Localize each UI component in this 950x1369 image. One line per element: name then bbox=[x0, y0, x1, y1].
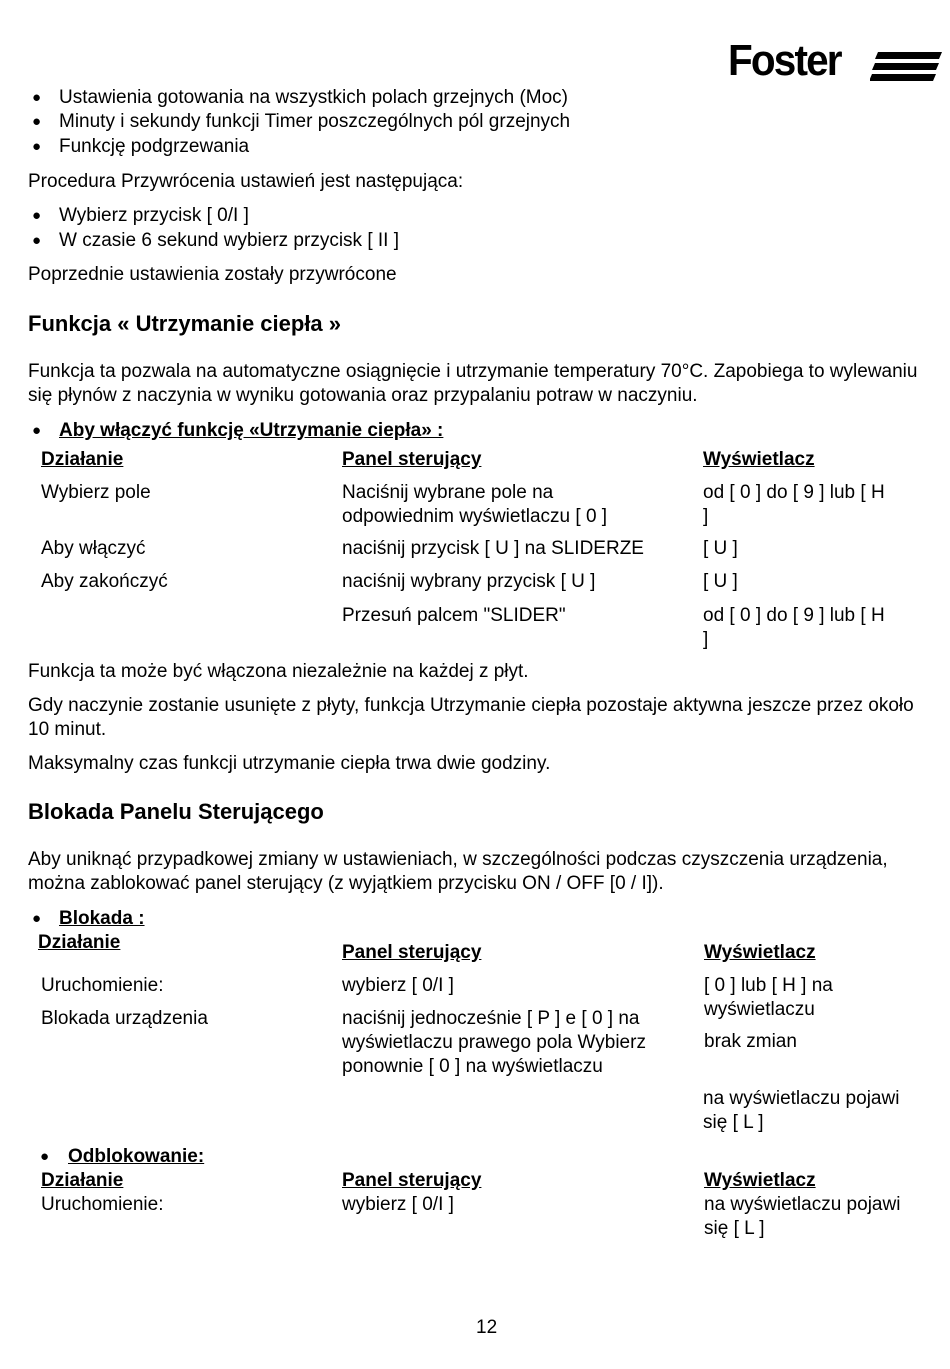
table-cell-display: od [ 0 ] do [ 9 ] lub [ H ] bbox=[703, 605, 885, 650]
table-cell-action: Aby zakończyć bbox=[41, 571, 168, 592]
list-item: Minuty i sekundy funkcji Timer poszczególnych pól grzejnych bbox=[59, 111, 571, 132]
table-header-action: Działanie bbox=[38, 932, 121, 953]
table-cell-action: Uruchomienie: bbox=[41, 975, 164, 996]
section-title-keep-warm: Funkcja « Utrzymanie ciepła » bbox=[28, 311, 342, 336]
bullet-icon: ● bbox=[32, 910, 42, 927]
lock-heading: Blokada : bbox=[59, 908, 145, 929]
bullet-icon: ● bbox=[32, 89, 42, 106]
table-cell-panel: Przesuń palcem "SLIDER" bbox=[342, 605, 566, 626]
brand-name: Foster bbox=[728, 36, 841, 85]
note: Funkcja ta może być włączona niezależnie na każdej z płyt. bbox=[28, 661, 529, 682]
table-header-panel: Panel sterujący bbox=[342, 449, 482, 470]
bullet-icon: ● bbox=[40, 1148, 50, 1165]
table-cell-action: Aby włączyć bbox=[41, 538, 146, 559]
table-cell-action: Wybierz pole bbox=[41, 482, 151, 503]
procedure-intro: Procedura Przywrócenia ustawień jest następująca: bbox=[28, 171, 464, 192]
unlock-heading: Odblokowanie: bbox=[68, 1146, 205, 1167]
table-cell-action: Uruchomienie: bbox=[41, 1194, 164, 1215]
table-cell-display: od [ 0 ] do [ 9 ] lub [ H ] bbox=[703, 482, 885, 527]
section-title-lock: Blokada Panelu Sterującego bbox=[28, 799, 324, 824]
procedure-result: Poprzednie ustawienia zostały przywrócone bbox=[28, 264, 397, 285]
table-cell-panel: wybierz [ 0/I ] bbox=[342, 975, 454, 996]
list-item: Funkcję podgrzewania bbox=[59, 136, 250, 157]
table-cell-display: [ U ] bbox=[703, 571, 738, 592]
list-item: Ustawienia gotowania na wszystkich polach grzejnych (Moc) bbox=[59, 87, 569, 108]
table-cell-panel: wybierz [ 0/I ] bbox=[342, 1194, 454, 1215]
lock-description: Aby uniknąć przypadkowej zmiany w ustawieniach, w szczególności podczas czyszczenia urządzenia, można zablokować panel sterujący (z wyjątkiem przycisku ON / OFF [0 / I]). bbox=[28, 849, 888, 894]
brand-logo bbox=[728, 36, 943, 86]
list-item: Wybierz przycisk [ 0/I ] bbox=[59, 205, 249, 226]
table-header-display: Wyświetlacz bbox=[703, 449, 815, 470]
table-header-display: Wyświetlacz bbox=[704, 942, 816, 963]
table-cell-panel: naciśnij wybrany przycisk [ U ] bbox=[342, 571, 596, 592]
note: Gdy naczynie zostanie usunięte z płyty, funkcja Utrzymanie ciepła pozostaje aktywna jeszcze przez około 10 minut. bbox=[28, 695, 914, 740]
table-header-display: Wyświetlacz bbox=[704, 1170, 816, 1191]
table-cell-display: [ U ] bbox=[703, 538, 738, 559]
table-header-action: Działanie bbox=[41, 449, 124, 470]
brand-stripes-icon bbox=[870, 52, 942, 82]
bullet-icon: ● bbox=[32, 232, 42, 249]
page-number: 12 bbox=[476, 1317, 498, 1338]
keep-warm-description: Funkcja ta pozwala na automatyczne osiągnięcie i utrzymanie temperatury 70°C. Zapobiega to wylewaniu się płynów z naczynia w wyniku gotowania oraz przypalaniu potraw w naczyniu. bbox=[28, 361, 918, 406]
table-cell-panel: naciśnij jednocześnie [ P ] e [ 0 ] na wyświetlaczu prawego pola Wybierz ponownie [ 0 ] na wyświetlaczu bbox=[342, 1008, 646, 1077]
enable-heading: Aby włączyć funkcję «Utrzymanie ciepła» : bbox=[59, 420, 444, 441]
table-header-panel: Panel sterujący bbox=[342, 1170, 482, 1191]
list-item: W czasie 6 sekund wybierz przycisk [ II ] bbox=[59, 230, 399, 251]
table-cell-display: [ 0 ] lub [ H ] na wyświetlaczu bbox=[704, 975, 833, 1020]
table-cell-panel: Naciśnij wybrane pole na odpowiednim wyświetlaczu [ 0 ] bbox=[342, 482, 608, 527]
table-header-panel: Panel sterujący bbox=[342, 942, 482, 963]
table-cell-display: na wyświetlaczu pojawi się [ L ] bbox=[703, 1088, 900, 1133]
note: Maksymalny czas funkcji utrzymanie ciepła trwa dwie godziny. bbox=[28, 753, 551, 774]
bullet-icon: ● bbox=[32, 138, 42, 155]
table-cell-display: na wyświetlaczu pojawi się [ L ] bbox=[704, 1194, 901, 1239]
table-cell-panel: naciśnij przycisk [ U ] na SLIDERZE bbox=[342, 538, 644, 559]
table-cell-display: brak zmian bbox=[704, 1031, 797, 1052]
bullet-icon: ● bbox=[32, 113, 42, 130]
bullet-icon: ● bbox=[32, 422, 42, 439]
table-header-action: Działanie bbox=[41, 1170, 124, 1191]
table-cell-action: Blokada urządzenia bbox=[41, 1008, 208, 1029]
bullet-icon: ● bbox=[32, 207, 42, 224]
